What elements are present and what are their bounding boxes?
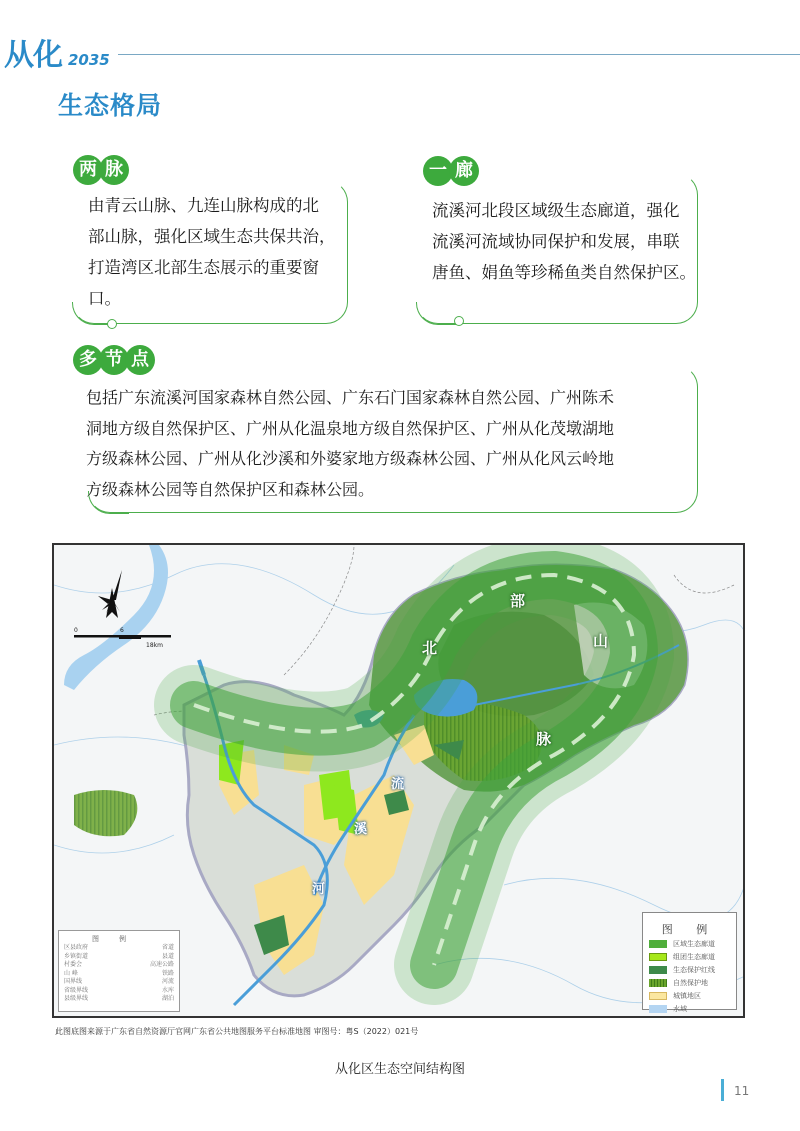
brand-logo: [4, 30, 110, 74]
brand-year: 2035: [68, 51, 110, 69]
basemap-legend-row: 区县政府 省道: [64, 944, 174, 951]
brand-name: 从化: [4, 38, 62, 73]
page-number-bar: [721, 1079, 724, 1101]
map-label-xi: 溪: [354, 822, 368, 837]
tag-char: 脉: [99, 155, 129, 185]
legend-item-nature-reserve: 自然保护地: [649, 976, 736, 989]
ecological-structure-map: [52, 543, 745, 1018]
map-label-mai: 脉: [536, 730, 552, 748]
basemap-legend-row: 村委会 高速公路: [64, 961, 174, 968]
basemap-legend: [58, 930, 180, 1012]
tag-char: 节: [99, 345, 129, 375]
tag-char: 点: [125, 345, 155, 375]
map-source-note: 此图底图来源于广东省自然资源厅官网广东省公共地图服务平台标准地图 审图号：粤S（2022）021号: [55, 1027, 419, 1036]
tag-char: 两: [73, 155, 103, 185]
tag-char: 廊: [449, 156, 479, 186]
figure-caption: 从化区生态空间结构图: [334, 1062, 465, 1077]
scale-start: 0: [74, 627, 78, 634]
legend-swatch: [649, 992, 667, 1000]
map-legend: [642, 912, 737, 1013]
text-line: 流溪河北段区域级生态廊道，强化: [432, 201, 680, 220]
basemap-legend-row: 县级界线 湖泊: [64, 995, 174, 1002]
basemap-legend-row: 山 峰 铁路: [64, 969, 174, 977]
basemap-legend-title: 图例: [92, 935, 146, 943]
tag-one-corridor: [423, 156, 475, 186]
text-line: 打造湾区北部生态展示的重要窗: [88, 258, 319, 277]
legend-item-redline: 生态保护红线: [649, 963, 736, 976]
basemap-legend-row: 乡镇街道 县道: [64, 952, 174, 960]
basemap-legend-row: 省级界线 水库: [64, 986, 174, 994]
legend-item-water: 水域: [649, 1002, 736, 1015]
legend-item-urban: 城镇地区: [649, 989, 736, 1002]
text-line: 唐鱼、娟鱼等珍稀鱼类自然保护区。: [432, 263, 696, 282]
legend-swatch: [649, 966, 667, 974]
map-label-bu: 部: [510, 592, 526, 610]
legend-title: 图 例: [661, 923, 718, 936]
tag-char: 多: [73, 345, 103, 375]
legend-item-regional-corridor: 区域生态廊道: [649, 937, 736, 950]
text-line: 部山脉，强化区域生态共保共治，: [88, 227, 336, 246]
scale-end: 18km: [146, 642, 163, 649]
card-connector-dot: [107, 319, 117, 329]
map-label-shan: 山: [593, 632, 609, 650]
section-title: 生态格局: [58, 91, 163, 120]
tag-two-ranges: [73, 155, 125, 185]
legend-swatch: [649, 979, 667, 987]
card-one-corridor-text: [432, 195, 707, 288]
legend-item-cluster-corridor: 组团生态廊道: [649, 950, 736, 963]
card-connector-dot: [454, 316, 464, 326]
map-label-liu: 流: [391, 777, 405, 792]
legend-swatch: [649, 953, 667, 961]
text-line: 方级森林公园、广州从化沙溪和外婆家地方级森林公园、广州从化风云岭地: [86, 449, 615, 468]
text-line: 洞地方级自然保护区、广州从化温泉地方级自然保护区、广州从化茂墩湖地: [86, 418, 615, 438]
scale-mid: 6: [120, 627, 124, 634]
tag-multi-nodes: [73, 345, 151, 375]
map-label-north: 北: [422, 639, 438, 657]
text-line: 口。: [88, 289, 121, 308]
text-line: 流溪河流域协同保护和发展，串联: [432, 232, 680, 251]
header-divider: [118, 54, 800, 55]
card-multi-nodes-text: [86, 383, 696, 505]
legend-swatch: [649, 940, 667, 948]
tag-char: 一: [423, 156, 453, 186]
text-line: 由青云山脉、九连山脉构成的北: [88, 196, 319, 215]
text-line: 方级森林公园等自然保护区和森林公园。: [86, 479, 375, 499]
legend-swatch: [649, 1005, 667, 1013]
map-label-he: 河: [312, 882, 326, 897]
text-line: 包括广东流溪河国家森林自然公园、广东石门国家森林自然公园、广州陈禾: [86, 388, 615, 407]
basemap-legend-row: 国界线 河流: [64, 978, 174, 985]
page-number: 11: [734, 1084, 750, 1098]
card-two-ranges-text: [88, 190, 350, 314]
